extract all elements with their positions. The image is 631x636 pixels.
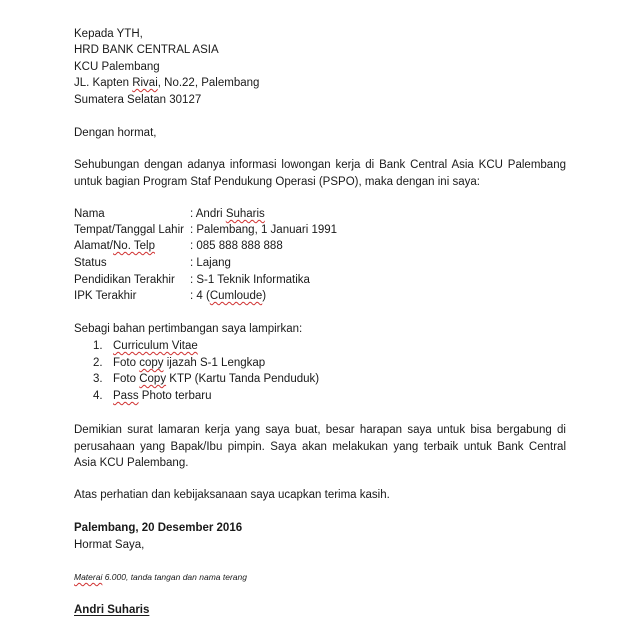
street-rest: , No.22, Palembang [157,77,260,89]
detail-label: Alamat/No. Telp [74,240,155,252]
place-date: Palembang, 20 Desember 2016 [74,522,243,534]
attachments-intro: Sebagi bahan pertimbangan saya lampirkan: [74,323,303,335]
signature-note: Materai 6.000, tanda tangan dan nama terang [74,572,247,582]
intro-paragraph: Sehubungan dengan adanya informasi lowongan kerja di Bank Central Asia KCU Palembang untuk bagian Program Staf Pendukung Operasi (PSPO), maka dengan ini saya: [74,159,566,188]
detail-value: : Palembang, 1 Januari 1991 [190,224,338,236]
list-number: 1. [93,340,103,352]
detail-value: : Lajang [190,257,231,269]
closing-paragraph: Demikian surat lamaran kerja yang saya buat, besar harapan saya untuk bisa bergabung di perusahaan yang Bapak/Ibu pimpin. Saya akan melakukan yang terbaik untuk Bank Central Asia KCU Palembang. [74,424,566,469]
street-prefix: JL. Kapten [74,77,133,89]
detail-label: Status [74,257,107,269]
list-text: Curriculum Vitae [113,340,198,352]
salutation: Dengan hormat, [74,127,157,139]
detail-label: Pendidikan Terakhir [74,274,175,286]
recipient-greeting: Kepada YTH, [74,28,143,40]
recipient-region: Sumatera Selatan 30127 [74,94,202,106]
list-text: Foto Copy KTP (Kartu Tanda Penduduk) [113,373,320,385]
list-number: 2. [93,357,103,369]
detail-label: Tempat/Tanggal Lahir [74,224,184,236]
list-number: 3. [93,373,103,385]
list-text: Foto copy ijazah S-1 Lengkap [113,357,266,369]
list-text: Pass Photo terbaru [113,390,212,402]
regards: Hormat Saya, [74,539,145,551]
detail-label: Nama [74,208,105,220]
street-name: Rivai [132,77,158,89]
detail-value: : Andri Suharis [190,208,265,220]
recipient-branch: KCU Palembang [74,61,160,73]
detail-value: : 4 (Cumloude) [190,290,267,302]
thanks-text: Atas perhatian dan kebijaksanaan saya ucapkan terima kasih. [74,489,390,501]
recipient-address [74,76,259,91]
signer-name: Andri Suharis [74,604,150,616]
detail-value: : 085 888 888 888 [190,240,283,252]
recipient-company: HRD BANK CENTRAL ASIA [74,44,219,56]
detail-label: IPK Terakhir [74,290,137,302]
detail-value: : S-1 Teknik Informatika [190,274,310,286]
list-number: 4. [93,390,103,402]
